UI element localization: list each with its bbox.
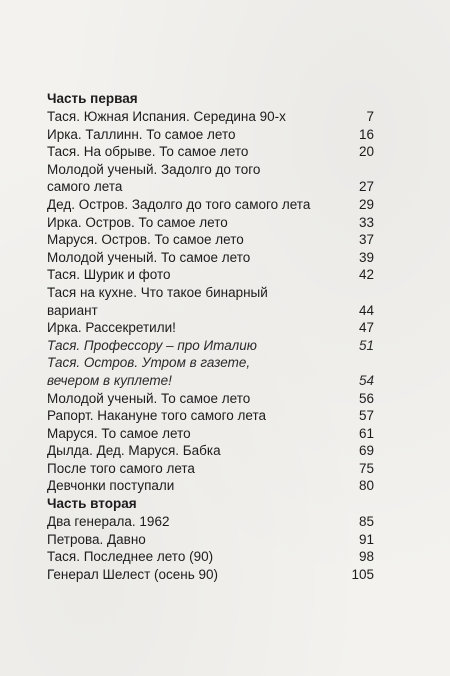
toc-entry-title: Тася. Последнее лето (90) [47,549,214,565]
toc-entry-title: Дед. Остров. Задолго до того самого лета [47,196,311,212]
part-two-heading: Часть вторая [47,496,137,512]
toc-entry-title: Маруся. Остров. То самое лето [47,232,244,248]
toc-entry [47,425,374,443]
toc-entry-title: Генерал Шелест (осень 90) [47,566,219,582]
toc-entry-title: Молодой ученый. То самое лето [47,249,251,265]
toc-entry-page: 29 [358,196,374,212]
toc-entry [47,354,374,389]
toc-entry [47,407,374,425]
toc-entry-page: 7 [366,109,374,124]
toc-entry-title: После того самого лета [47,460,195,476]
toc-entry-page: 27 [358,179,374,195]
toc-entry-page: 16 [358,126,374,142]
toc-entry-page: 105 [351,566,374,582]
toc-entry [47,319,374,337]
toc-entry-title: Ирка. Таллинн. То самое лето [47,126,236,142]
toc-entry [47,531,374,549]
toc-entry-page: 51 [358,337,374,353]
toc-entry-title: Ирка. Остров. То самое лето [47,214,228,230]
toc-entry [47,390,374,408]
toc-entry [47,126,374,144]
table-of-contents [47,90,374,583]
toc-entry-title: Дылда. Дед. Маруся. Бабка [47,443,221,459]
toc-entry [47,548,374,566]
toc-entry-page: 20 [358,144,374,160]
toc-entry [47,513,374,531]
toc-entry-page: 44 [358,302,374,318]
toc-entry [47,161,374,196]
toc-entry [47,566,374,584]
toc-entry-title: Маруся. То самое лето [47,425,191,441]
toc-entry [47,442,374,460]
toc-entry-page: 54 [358,372,374,388]
toc-entry [47,460,374,478]
toc-entry-title: Тася на кухне. Что такое бинарный вариант [47,284,268,318]
toc-entry-title: Молодой ученый. То самое лето [47,390,251,406]
toc-entry-page: 57 [358,408,374,424]
toc-entry-page: 37 [358,232,374,248]
toc-entry-title: Рапорт. Накануне того самого лета [47,408,267,424]
toc-entry [47,231,374,249]
toc-entry-page: 80 [358,478,374,494]
toc-entry [47,108,374,126]
toc-entry [47,266,374,284]
toc-entry [47,196,374,214]
toc-entry-title: Тася. Южная Испания. Середина 90-х [47,109,286,124]
toc-entry [47,143,374,161]
toc-entry-page: 91 [358,531,374,547]
toc-entry-title: Тася. На обрыве. То самое лето [47,144,249,160]
toc-entry-page: 33 [358,214,374,230]
toc-entry-title: Тася. Профессору – про Италию [47,337,257,353]
toc-entry-title: Ирка. Рассекретили! [47,320,176,336]
toc-entry-page: 47 [358,320,374,336]
toc-entry [47,477,374,495]
toc-entry-page: 56 [358,390,374,406]
toc-entry-title: Молодой ученый. Задолго до того самого лета [47,161,261,195]
toc-entry-page: 98 [358,549,374,565]
toc-entry [47,214,374,232]
toc-entry [47,337,374,355]
toc-entry-title: Тася. Остров. Утром в газете, вечером в куплете! [47,355,251,388]
toc-entry-page: 69 [358,443,374,459]
toc-entry-title: Петрова. Давно [47,531,146,547]
toc-entry-title: Тася. Шурик и фото [47,267,171,283]
part-one-heading: Часть первая [47,91,138,106]
toc-entry-page: 85 [358,514,374,530]
toc-entry [47,249,374,267]
toc-entry-page: 39 [358,249,374,265]
toc-entry-title: Девчонки поступали [47,478,175,494]
toc-entry-page: 42 [358,267,374,283]
toc-entry [47,284,374,319]
toc-entry-page: 61 [358,425,374,441]
toc-entry-page: 75 [358,460,374,476]
toc-entry-title: Два генерала. 1962 [47,514,170,530]
